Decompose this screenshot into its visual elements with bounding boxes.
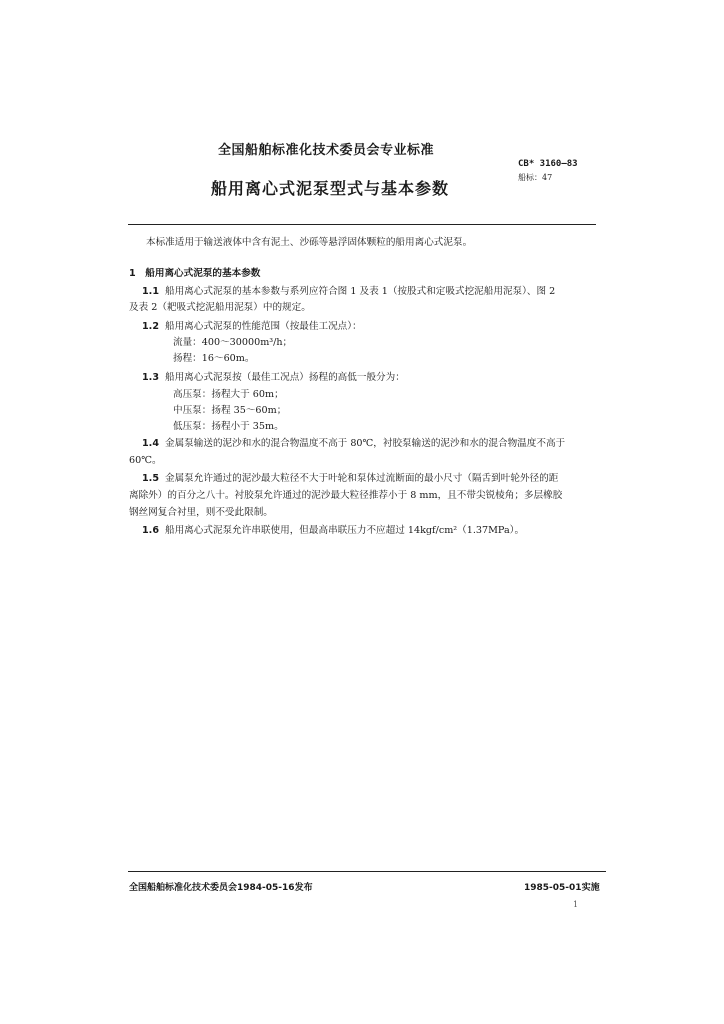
clause-1-3-high: 高压泵：扬程大于 60m； (173, 389, 284, 400)
clause-1-5-line-3: 钢丝网复合衬里，则不受此限制。 (129, 507, 273, 518)
clause-1-3: 1.3 船用离心式泥泵按（最佳工况点）扬程的高低一般分为： (142, 372, 405, 383)
document-title: 船用离心式泥泵型式与基本参数 (211, 179, 450, 198)
clause-1-1-line-1: 1.1 船用离心式泥泵的基本参数与系列应符合图 1 及表 1（按股式和定吸式挖泥船用泥泵）、图 2 (142, 286, 556, 297)
standard-code: CB* 3160—83 (518, 159, 578, 169)
issuing-committee: 全国船舶标准化技术委员会专业标准 (218, 143, 435, 158)
clause-number: 1.1 (142, 286, 159, 297)
section-1-heading: 1 船用离心式泥泵的基本参数 (129, 268, 261, 279)
clause-number: 1.6 (142, 525, 159, 536)
clause-1-2: 1.2 船用离心式泥泵的性能范围（按最佳工况点）： (142, 321, 362, 332)
clause-1-4-line-2: 60℃。 (129, 455, 162, 466)
clause-1-3-low: 低压泵：扬程小于 35m。 (173, 421, 284, 432)
page-mark: 1 (573, 900, 579, 909)
clause-1-2-flow: 流量：400～30000m³/h； (173, 337, 293, 348)
clause-number: 1.5 (142, 473, 159, 484)
clause-1-3-medium: 中压泵：扬程 35～60m； (173, 405, 287, 416)
standard-category: 船标：47 (518, 173, 553, 182)
clause-1-1-line-2: 及表 2（耙吸式挖泥船用泥泵）中的规定。 (129, 302, 311, 313)
header-divider (128, 224, 596, 225)
intro-paragraph: 本标准适用于输送液体中含有泥土、沙砾等悬浮固体颗粒的船用离心式泥泵。 (146, 237, 473, 248)
clause-1-5-line-1: 1.5 金属泵允许通过的泥沙最大粒径不大于叶轮和泵体过流断面的最小尺寸（隔舌到叶轮外径的距 (142, 473, 559, 484)
clause-1-6: 1.6 船用离心式泥泵允许串联使用，但最高串联压力不应超过 14kgf/cm²（1.37MPa）。 (142, 525, 525, 536)
clause-1-4-line-1: 1.4 金属泵输送的泥沙和水的混合物温度不高于 80℃，衬胶泵输送的泥沙和水的混合物温度不高于 (142, 438, 566, 449)
effective-date: 1985-05-01实施 (524, 883, 600, 893)
clause-number: 1.4 (142, 438, 159, 449)
clause-number: 1.2 (142, 321, 159, 332)
clause-number: 1.3 (142, 372, 159, 383)
clause-1-2-head: 扬程：16～60m。 (173, 353, 255, 364)
issue-date: 全国船舶标准化技术委员会1984-05-16发布 (129, 883, 313, 893)
clause-1-5-line-2: 离除外）的百分之八十。衬胶泵允许通过的泥沙最大粒径推荐小于 8 mm，且不带尖锐棱角；多层橡胶 (129, 490, 563, 501)
footer-divider (128, 871, 606, 872)
